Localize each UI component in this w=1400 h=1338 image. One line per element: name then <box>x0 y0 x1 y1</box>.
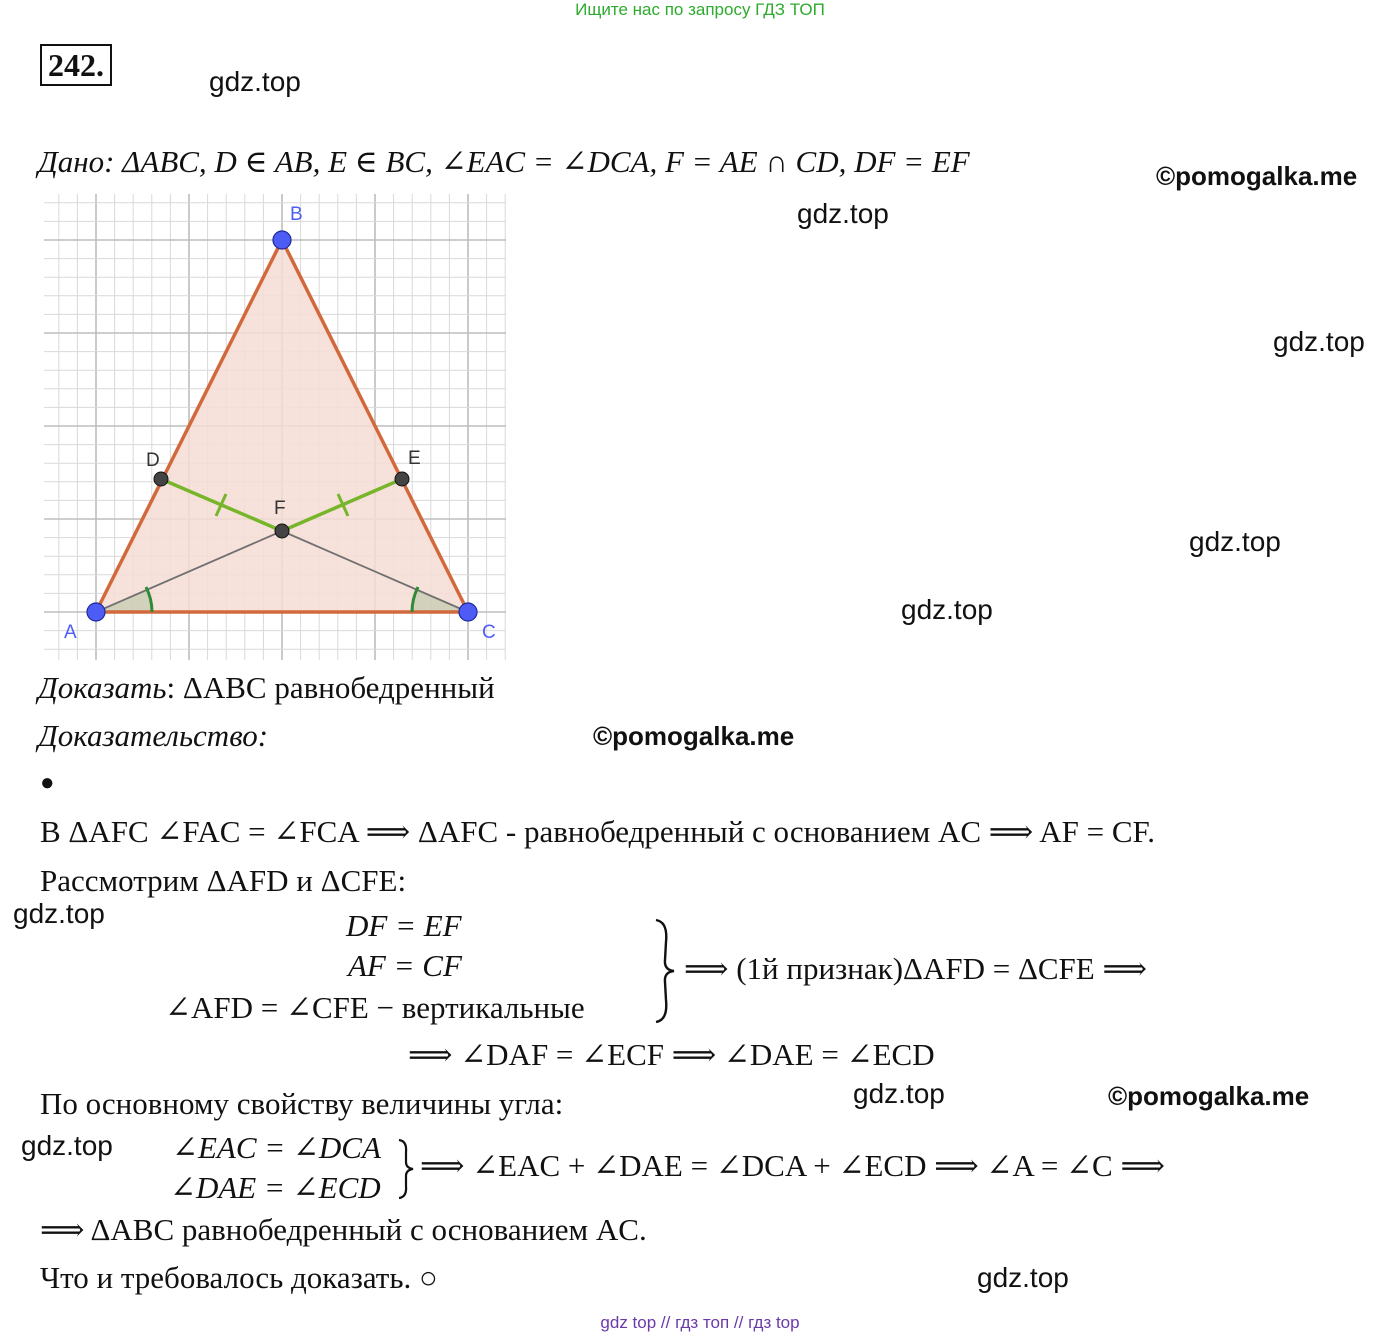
watermark-gdz: gdz.top <box>977 1262 1069 1293</box>
prove-text: : ΔABC равнобедренный <box>166 670 495 705</box>
system1-result: ⟹ (1й признак)ΔAFD = ΔCFE ⟹ <box>684 951 1147 986</box>
point-f <box>275 524 289 538</box>
proof-label: Доказательство: <box>38 718 269 753</box>
top-banner: Ищите нас по запросу ГДЗ ТОП <box>575 0 825 19</box>
proof-line-5: ⟹ ΔABC равнобедренный с основанием AC. <box>40 1212 647 1247</box>
problem-number: 242. <box>40 44 112 86</box>
system2-result: ⟹ ∠EAC + ∠DAE = ∠DCA + ∠ECD ⟹ ∠A = ∠C ⟹ <box>420 1148 1165 1183</box>
bottom-banner: gdz top // гдз топ // гдз top <box>600 1313 800 1332</box>
prove-statement <box>38 670 495 706</box>
watermark-gdz: gdz.top <box>21 1130 113 1161</box>
label-d: D <box>146 450 160 471</box>
watermark-gdz: gdz.top <box>901 594 993 625</box>
proof-line-1: В ΔAFC ∠FAC = ∠FCA ⟹ ΔAFC - равнобедренный с основанием AC ⟹ AF = CF. <box>40 814 1156 849</box>
point-b <box>273 231 291 249</box>
label-c: C <box>482 622 496 643</box>
system1-line-b: AF = CF <box>348 948 462 983</box>
label-a: A <box>64 622 77 643</box>
given-label: Дано <box>38 144 105 179</box>
watermark-gdz: gdz.top <box>797 198 889 229</box>
point-d <box>154 472 168 486</box>
watermark-gdz: gdz.top <box>13 898 105 929</box>
prove-label: Доказать <box>38 670 167 705</box>
watermark-gdz: gdz.top <box>1273 326 1365 357</box>
watermark-pomogalka: ©pomogalka.me <box>593 721 795 751</box>
proof-line-2: Рассмотрим ΔAFD и ΔCFE: <box>40 863 407 898</box>
point-c <box>459 603 477 621</box>
triangle-figure <box>38 190 510 664</box>
given-text: : ΔABC, D ∈ AB, E ∈ BC, ∠EAC = ∠DCA, F = AE ∩ CD, DF = EF <box>104 144 970 179</box>
point-e <box>395 472 409 486</box>
watermark-gdz: gdz.top <box>1189 526 1281 557</box>
system2-line-b: ∠DAE = ∠ECD <box>170 1170 381 1205</box>
system2-line-a: ∠EAC = ∠DCA <box>172 1130 381 1165</box>
label-e: E <box>408 448 421 469</box>
proof-line-4: По основному свойству величины угла: <box>40 1086 564 1121</box>
label-f: F <box>274 498 286 519</box>
watermark-gdz: gdz.top <box>853 1078 945 1109</box>
label-b: B <box>290 204 303 225</box>
bullet: ● <box>40 770 55 796</box>
watermark-gdz: gdz.top <box>209 66 301 97</box>
proof-line-3: ⟹ ∠DAF = ∠ECF ⟹ ∠DAE = ∠ECD <box>408 1037 935 1072</box>
right-brace-icon <box>652 918 678 1024</box>
system1-line-c: ∠AFD = ∠CFE − вертикальные <box>165 990 585 1025</box>
given-statement <box>38 144 970 180</box>
watermark-pomogalka: ©pomogalka.me <box>1156 161 1358 191</box>
system1-line-a: DF = EF <box>346 908 462 943</box>
point-a <box>87 603 105 621</box>
right-brace-icon <box>396 1138 416 1200</box>
watermark-pomogalka: ©pomogalka.me <box>1108 1081 1310 1111</box>
proof-line-6: Что и требовалось доказать. ○ <box>40 1260 438 1295</box>
